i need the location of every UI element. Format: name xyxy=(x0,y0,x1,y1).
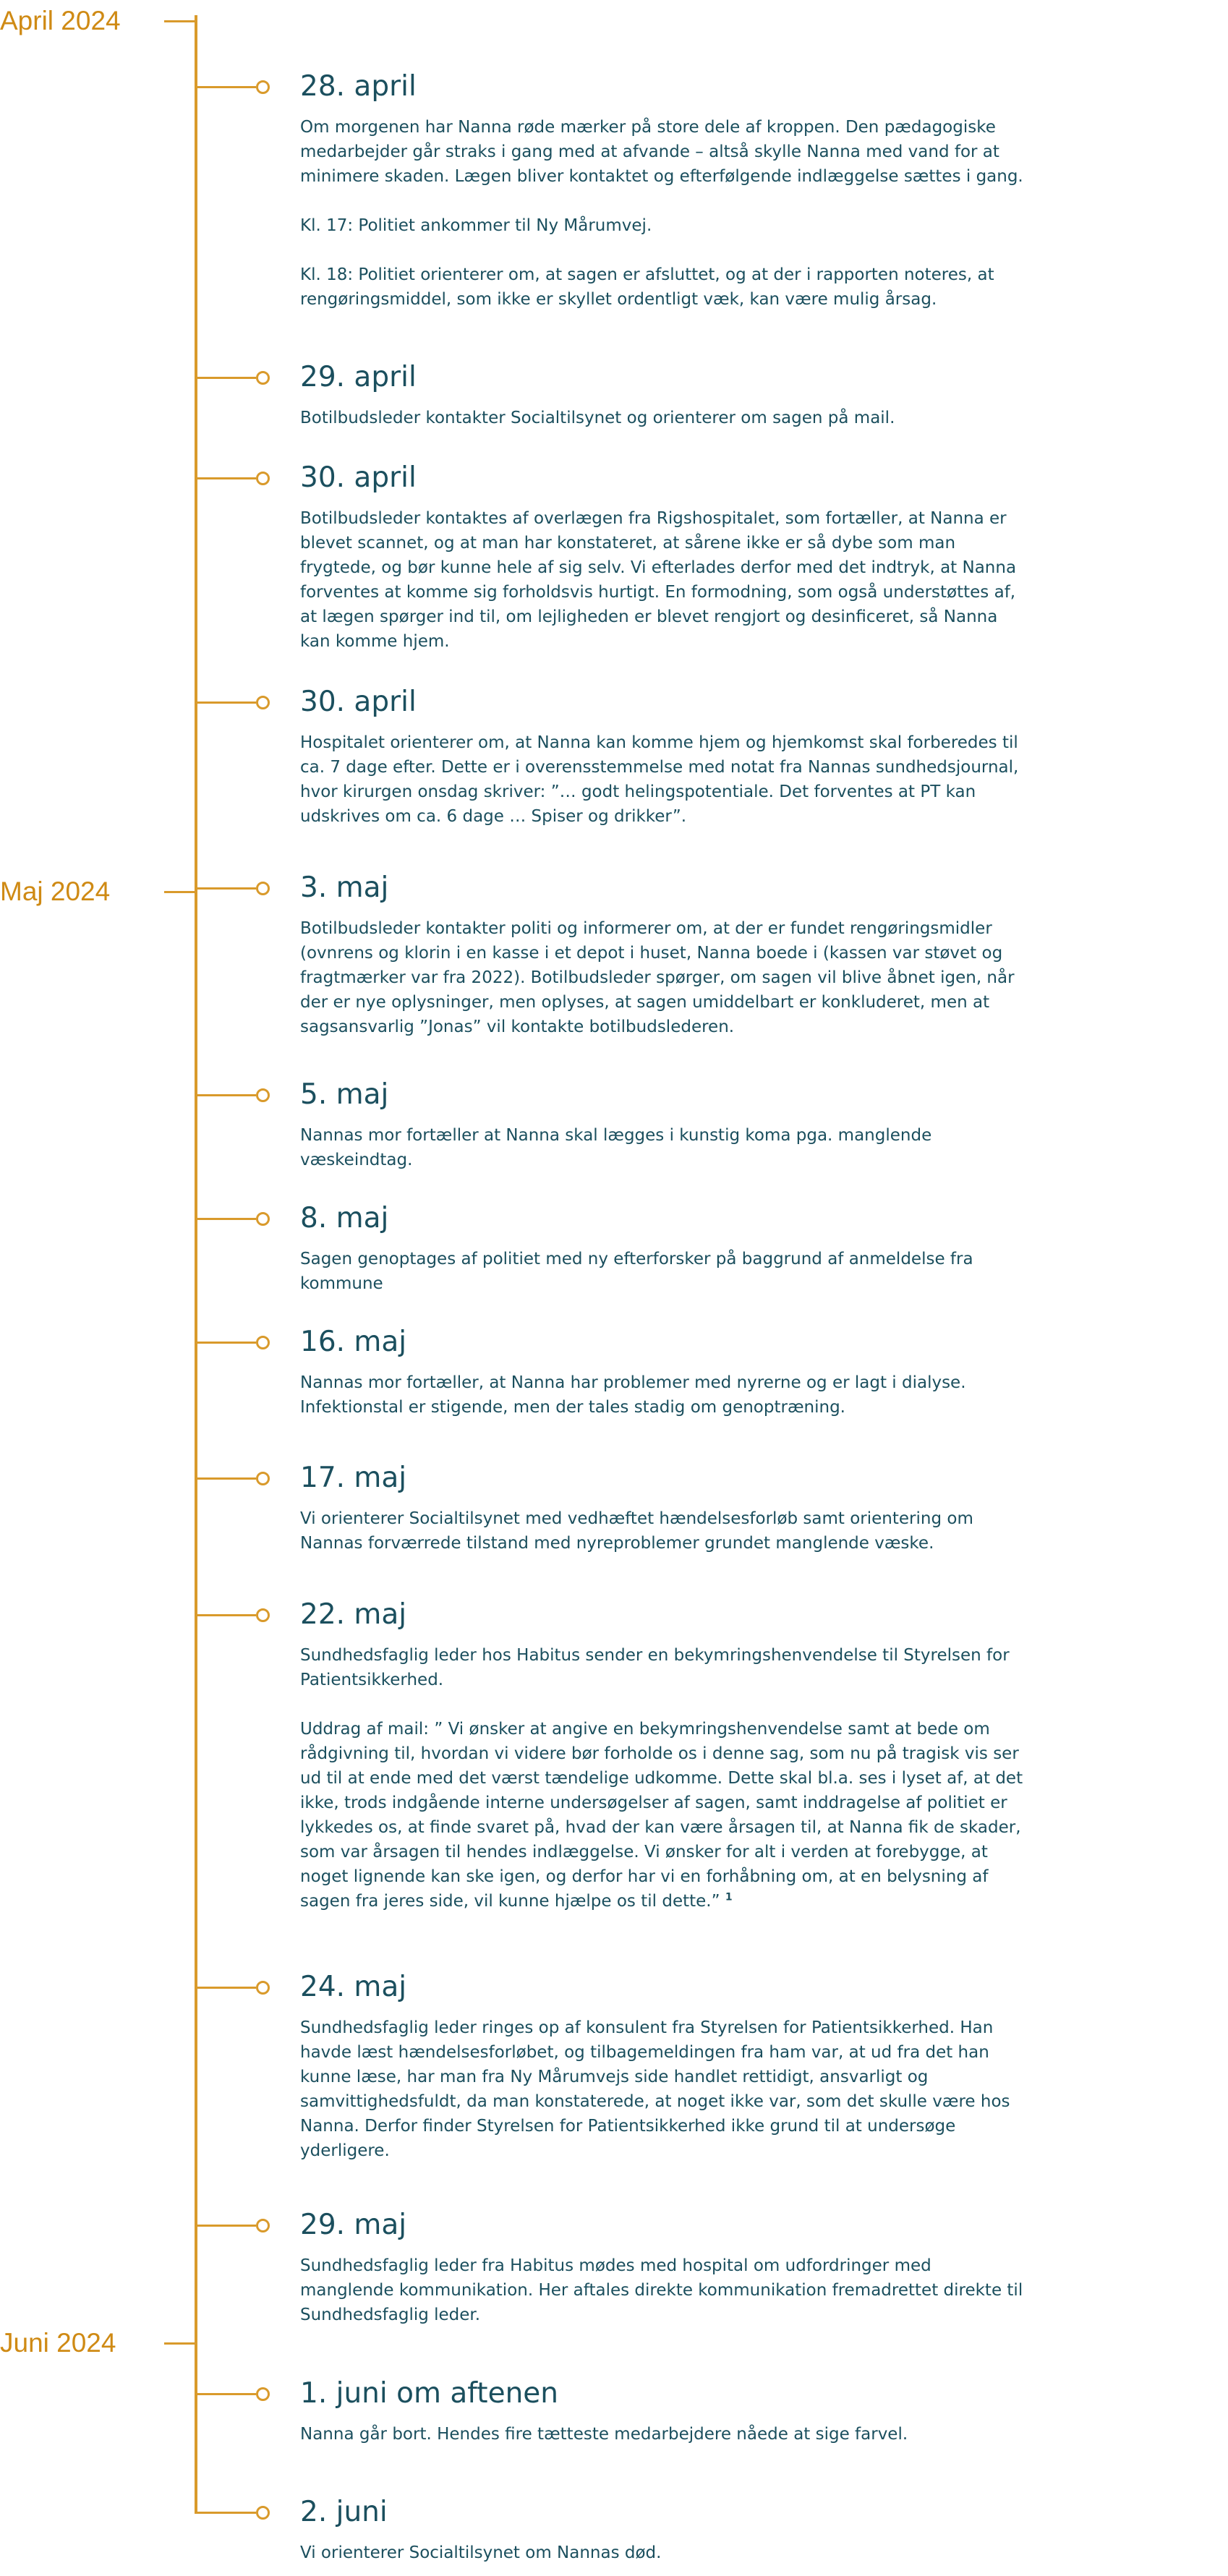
entry-paragraph: Nannas mor fortæller, at Nanna har problemer med nyrerne og er lagt i dialyse. Infektionstal er stigende, men der tales stadig om genoptræning. xyxy=(300,1373,966,1417)
timeline-node-icon xyxy=(256,80,270,94)
entry-paragraph: Nanna går bort. Hendes fire tætteste medarbejdere nåede at sige farvel. xyxy=(300,2425,908,2444)
entry-date: 30. april xyxy=(300,461,417,494)
entry-paragraph: Botilbudsleder kontakter Socialtilsynet og orienterer om sagen på mail. xyxy=(300,409,895,427)
quote-text: Uddrag af mail: ” Vi ønsker at angive en bekymringshenvendelse samt at bede om rådgivning til, hvordan vi videre bør forholde os i denne sag, som nu på tragisk vis ser ud til at ende med det værst tændelige udkomme. Dette skal bl.a. ses i lyset af, at det ikke, trods indgående interne undersøgelser af sagen, samt inddragelse af politiet er lykkedes os, at finde svaret på, hvad der kan være årsagen til, at Nanna fik de skader, som var årsagen til hendes indlæggelse. Vi ønsker for alt i verden at forebygge, at noget lignende kan ske igen, og derfor har vi en forhåbning om, at en belysning af sagen fra jeres side, vil kunne hjælpe os til dette.” xyxy=(300,1720,1023,1911)
entry-connector xyxy=(195,1094,256,1096)
timeline-node-icon xyxy=(256,2387,270,2401)
month-label: Maj 2024 xyxy=(0,877,111,906)
entry-paragraph: Sagen genoptages af politiet med ny efterforsker på baggrund af anmeldelse fra kommune xyxy=(300,1250,973,1293)
timeline-node-icon xyxy=(256,882,270,895)
month-tick xyxy=(164,20,195,22)
month-label: April 2024 xyxy=(0,6,121,35)
entry-date: 29. april xyxy=(300,361,417,393)
entry-connector xyxy=(195,377,256,379)
timeline-node-icon xyxy=(256,696,270,709)
entry-paragraph: Vi orienterer Socialtilsynet om Nannas død. xyxy=(300,2543,662,2562)
entry-body xyxy=(300,1123,1023,1172)
timeline-node-icon xyxy=(256,1088,270,1102)
entry-connector xyxy=(195,1614,256,1616)
entry-date: 30. april xyxy=(300,686,417,718)
entry-date: 1. juni om aftenen xyxy=(300,2377,559,2410)
entry-body xyxy=(300,2541,1023,2565)
entry-paragraph: Botilbudsleder kontaktes af overlægen fra Rigshospitalet, som fortæller, at Nanna er blevet scannet, og at man har konstateret, at sårene ikke er så dybe som man frygtede, og bør kunne hele af sig selv. Vi efterlades derfor med det indtryk, at Nanna forventes at komme sig forholdsvis hurtigt. En formodning, som også understøttes af, at lægen spørger ind til, om lejligheden er blevet rengjort og desinficeret, så Nanna kan komme hjem. xyxy=(300,509,1017,651)
timeline-node-icon xyxy=(256,1472,270,1485)
timeline-node-icon xyxy=(256,371,270,385)
entry-body xyxy=(300,1643,1023,1914)
entry-body xyxy=(300,115,1023,312)
timeline-node-icon xyxy=(256,1212,270,1226)
entry-date: 8. maj xyxy=(300,1202,389,1234)
entry-paragraph: Nannas mor fortæller at Nanna skal lægges i kunstig koma pga. manglende væskeindtag. xyxy=(300,1126,932,1169)
entry-date: 2. juni xyxy=(300,2496,388,2528)
entry-connector xyxy=(195,1477,256,1480)
entry-connector xyxy=(195,701,256,704)
entry-connector xyxy=(195,2225,256,2227)
entry-connector xyxy=(195,86,256,88)
entry-paragraph: Kl. 17: Politiet ankommer til Ny Mårumvej. xyxy=(300,216,652,235)
entry-body xyxy=(300,2016,1023,2163)
timeline-node-icon xyxy=(256,472,270,485)
month-label: Juni 2024 xyxy=(0,2328,116,2358)
entry-paragraph: Kl. 18: Politiet orienterer om, at sagen er afsluttet, og at der i rapporten noteres, at rengøringsmiddel, som ikke er skyllet ordentligt væk, kan være mulig årsag. xyxy=(300,265,994,309)
entry-connector xyxy=(195,887,256,890)
entry-date: 16. maj xyxy=(300,1326,407,1358)
timeline-node-icon xyxy=(256,1336,270,1349)
entry-date: 24. maj xyxy=(300,1971,407,2003)
entry-body xyxy=(300,730,1023,829)
timeline-node-icon xyxy=(256,2506,270,2520)
entry-date: 3. maj xyxy=(300,871,389,904)
entry-paragraph: Sundhedsfaglig leder hos Habitus sender en bekymringshenvendelse til Styrelsen for Patientsikkerhed. xyxy=(300,1646,1010,1689)
entry-connector xyxy=(195,2393,256,2395)
entry-body xyxy=(300,1370,1023,1420)
entry-paragraph: Om morgenen har Nanna røde mærker på store dele af kroppen. Den pædagogiske medarbejder går straks i gang med at afvande – altså skylle Nanna med vand for at minimere skaden. Lægen bliver kontaktet og efterfølgende indlæggelse sættes i gang. xyxy=(300,118,1023,186)
entry-body xyxy=(300,2422,1023,2447)
entry-body xyxy=(300,1506,1023,1556)
entry-connector xyxy=(195,1987,256,1989)
entry-paragraph: Sundhedsfaglig leder fra Habitus mødes med hospital om udfordringer med manglende kommunikation. Her aftales direkte kommunikation fremadrettet direkte til Sundhedsfaglig leder. xyxy=(300,2256,1023,2324)
entry-paragraph-quote xyxy=(300,1717,1023,1914)
entry-connector xyxy=(195,1342,256,1344)
entry-date: 29. maj xyxy=(300,2209,407,2241)
entry-paragraph: Botilbudsleder kontakter politi og informerer om, at der er fundet rengøringsmidler (ovnrens og klorin i en kasse i et depot i huset, Nanna boede i (kassen var støvet og fragtmærker var fra 2022). Botilbudsleder spørger, om sagen vil blive åbnet igen, når der er nye oplysninger, men oplyses, at sagen umiddelbart er konkluderet, men at sagsansvarlig ”Jonas” vil kontakte botilbudslederen. xyxy=(300,919,1015,1036)
entry-body xyxy=(300,406,1023,430)
entry-connector xyxy=(195,1218,256,1220)
entry-paragraph: Hospitalet orienterer om, at Nanna kan komme hjem og hjemkomst skal forberedes til ca. 7 dage efter. Dette er i overensstemmelse med notat fra Nannas sundhedsjournal, hvor kirurgen onsdag skriver: ”… godt helingspotentiale. Det forventes at PT kan udskrives om ca. 6 dage … Spiser og drikker”. xyxy=(300,733,1019,826)
entry-connector xyxy=(195,477,256,479)
entry-paragraph: Sundhedsfaglig leder ringes op af konsulent fra Styrelsen for Patientsikkerhed. Han havde læst hændelsesforløbet, og tilbagemeldingen fra ham var, at ud fra det han kunne læse, har man fra Ny Mårumvejs side handlet rettidigt, ansvarligt og samvittighedsfuldt, da man konstaterede, at noget ikke var, som det skulle være hos Nanna. Derfor finder Styrelsen for Patientsikkerhed ikke grund til at undersøge yderligere. xyxy=(300,2018,1010,2160)
footnote-marker[interactable]: 1 xyxy=(725,1891,733,1903)
entry-date: 5. maj xyxy=(300,1078,389,1111)
timeline-node-icon xyxy=(256,1608,270,1622)
entry-paragraph: Vi orienterer Socialtilsynet med vedhæftet hændelsesforløb samt orientering om Nannas forværrede tilstand med nyreproblemer grundet manglende væske. xyxy=(300,1509,973,1553)
entry-date: 28. april xyxy=(300,70,417,103)
entry-connector xyxy=(195,2512,256,2514)
entry-body xyxy=(300,506,1023,654)
month-tick xyxy=(164,891,195,893)
timeline-node-icon xyxy=(256,1981,270,1995)
entry-body xyxy=(300,2253,1023,2327)
timeline-node-icon xyxy=(256,2219,270,2232)
entry-date: 22. maj xyxy=(300,1598,407,1631)
entry-body xyxy=(300,1247,1023,1296)
timeline-spine xyxy=(195,15,197,2512)
month-tick xyxy=(164,2342,195,2345)
entry-date: 17. maj xyxy=(300,1462,407,1494)
entry-body xyxy=(300,916,1023,1039)
